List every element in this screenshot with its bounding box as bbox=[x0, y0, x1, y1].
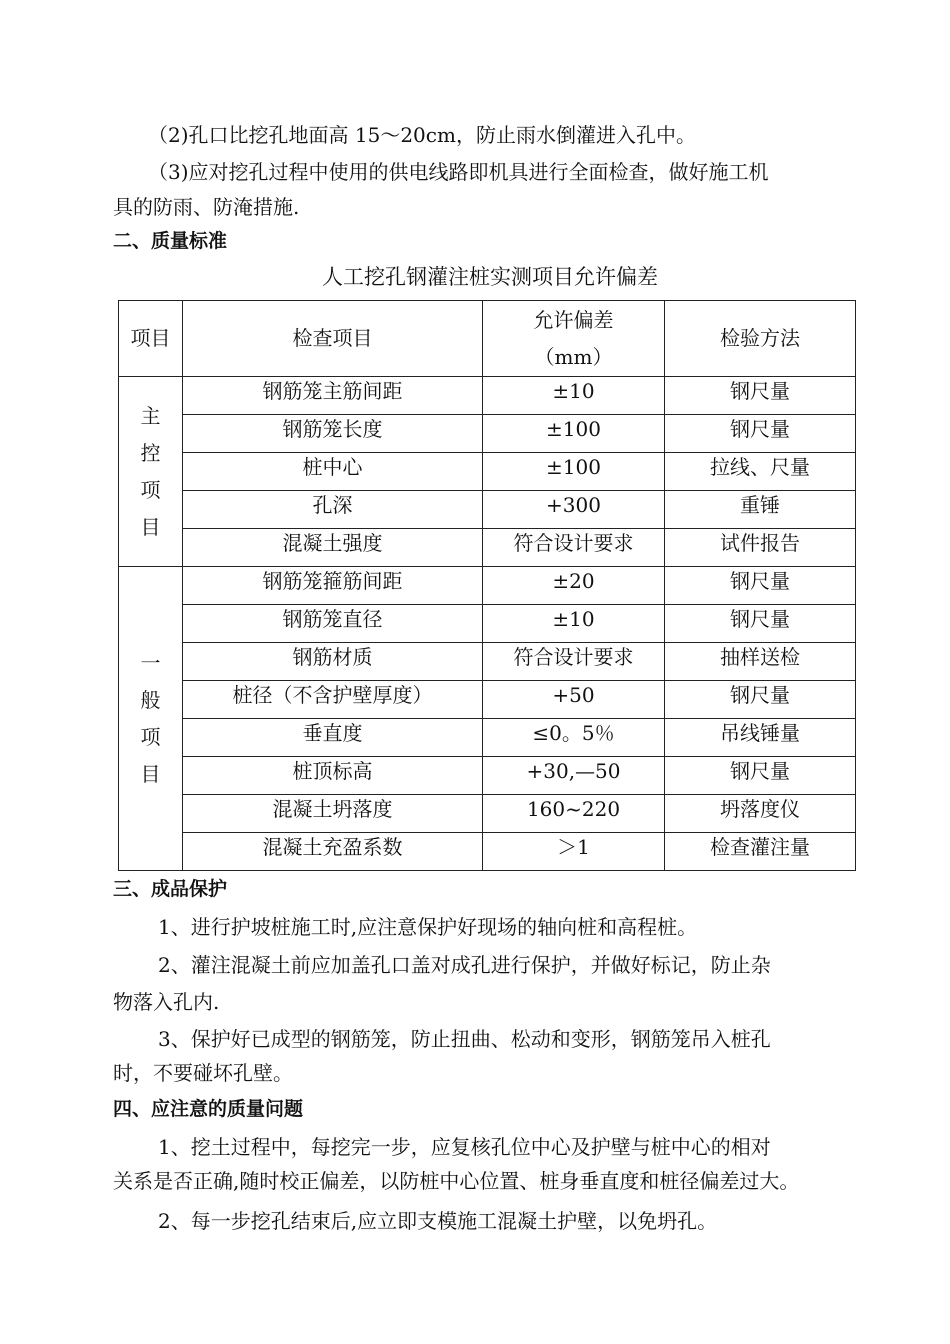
cell-method: 钢尺量 bbox=[665, 415, 856, 453]
cell-method: 钢尺量 bbox=[665, 567, 856, 605]
paragraph-line: 具的防雨、防淹措施. bbox=[113, 195, 300, 219]
cell-tolerance: ±100 bbox=[483, 415, 665, 453]
group-main-control bbox=[119, 377, 183, 567]
cell-tolerance: ±20 bbox=[483, 567, 665, 605]
table-row bbox=[119, 795, 856, 833]
cell-method: 重锤 bbox=[665, 491, 856, 529]
header-item: 项目 bbox=[119, 301, 183, 377]
cell-check: 桩顶标高 bbox=[183, 757, 483, 795]
cell-tolerance: 160~220 bbox=[483, 795, 665, 833]
cell-tolerance: ±100 bbox=[483, 453, 665, 491]
cell-tolerance: 符合设计要求 bbox=[483, 643, 665, 681]
group-char: 控 bbox=[140, 440, 161, 465]
table-header-row bbox=[119, 301, 856, 377]
group-char: 项 bbox=[140, 724, 161, 749]
table-row bbox=[119, 643, 856, 681]
cell-check: 垂直度 bbox=[183, 719, 483, 757]
cell-tolerance: 符合设计要求 bbox=[483, 529, 665, 567]
table-row bbox=[119, 415, 856, 453]
header-check-item: 检查项目 bbox=[183, 301, 483, 377]
table-row bbox=[119, 719, 856, 757]
table-row bbox=[119, 567, 856, 605]
cell-check: 混凝土强度 bbox=[183, 529, 483, 567]
header-method: 检验方法 bbox=[665, 301, 856, 377]
cell-method: 钢尺量 bbox=[665, 377, 856, 415]
group-char: 一 bbox=[140, 650, 161, 675]
tolerance-table bbox=[118, 300, 856, 871]
cell-tolerance: +50 bbox=[483, 681, 665, 719]
group-char: 般 bbox=[140, 687, 161, 712]
cell-method: 钢尺量 bbox=[665, 757, 856, 795]
cell-method: 检查灌注量 bbox=[665, 833, 856, 871]
cell-check: 桩径（不含护壁厚度） bbox=[183, 681, 483, 719]
table-row bbox=[119, 377, 856, 415]
paragraph-line: 3、保护好已成型的钢筋笼，防止扭曲、松动和变形，钢筋笼吊入桩孔 bbox=[158, 1027, 771, 1051]
table-row bbox=[119, 453, 856, 491]
cell-check: 钢筋笼长度 bbox=[183, 415, 483, 453]
cell-check: 孔深 bbox=[183, 491, 483, 529]
table-row bbox=[119, 529, 856, 567]
group-char: 项 bbox=[140, 477, 161, 502]
table-row bbox=[119, 833, 856, 871]
header-tolerance-label: 允许偏差 bbox=[533, 307, 614, 332]
cell-method: 拉线、尺量 bbox=[665, 453, 856, 491]
cell-check: 钢筋笼直径 bbox=[183, 605, 483, 643]
section-heading-quality-standard: 二、质量标准 bbox=[113, 230, 228, 252]
cell-method: 试件报告 bbox=[665, 529, 856, 567]
group-char: 目 bbox=[140, 761, 161, 786]
cell-check: 钢筋材质 bbox=[183, 643, 483, 681]
paragraph-line: （3)应对挖孔过程中使用的供电线路即机具进行全面检查，做好施工机 bbox=[148, 160, 769, 184]
table-caption: 人工挖孔钢灌注桩实测项目允许偏差 bbox=[322, 265, 658, 289]
cell-tolerance: ≤0。5％ bbox=[483, 719, 665, 757]
paragraph-line: 关系是否正确,随时校正偏差，以防桩中心位置、桩身垂直度和桩径偏差过大。 bbox=[113, 1169, 800, 1193]
cell-tolerance: +300 bbox=[483, 491, 665, 529]
header-tolerance bbox=[483, 301, 665, 377]
cell-tolerance: ±10 bbox=[483, 377, 665, 415]
group-char: 主 bbox=[140, 403, 161, 428]
cell-method: 钢尺量 bbox=[665, 605, 856, 643]
paragraph-line: （2)孔口比挖孔地面高 15～20cm，防止雨水倒灌进入孔中。 bbox=[148, 123, 696, 147]
cell-check: 桩中心 bbox=[183, 453, 483, 491]
paragraph-line: 2、每一步挖孔结束后,应立即支模施工混凝土护壁，以免坍孔。 bbox=[158, 1209, 718, 1233]
cell-tolerance: +30,—50 bbox=[483, 757, 665, 795]
table-row bbox=[119, 681, 856, 719]
header-tolerance-unit: （mm） bbox=[534, 344, 613, 369]
paragraph-line: 时，不要碰坏孔壁。 bbox=[113, 1061, 293, 1085]
cell-check: 混凝土坍落度 bbox=[183, 795, 483, 833]
group-char: 目 bbox=[140, 514, 161, 539]
cell-check: 钢筋笼箍筋间距 bbox=[183, 567, 483, 605]
paragraph-line: 1、进行护坡桩施工时,应注意保护好现场的轴向桩和高程桩。 bbox=[158, 915, 698, 939]
table-row bbox=[119, 605, 856, 643]
cell-method: 坍落度仪 bbox=[665, 795, 856, 833]
group-general bbox=[119, 567, 183, 871]
cell-check: 钢筋笼主筋间距 bbox=[183, 377, 483, 415]
paragraph-line: 1、挖土过程中，每挖完一步，应复核孔位中心及护壁与桩中心的相对 bbox=[158, 1135, 771, 1159]
cell-tolerance: ＞1 bbox=[483, 833, 665, 871]
cell-method: 钢尺量 bbox=[665, 681, 856, 719]
cell-method: 抽样送检 bbox=[665, 643, 856, 681]
section-heading-quality-issues: 四、应注意的质量问题 bbox=[113, 1098, 304, 1120]
cell-method: 吊线锤量 bbox=[665, 719, 856, 757]
cell-check: 混凝土充盈系数 bbox=[183, 833, 483, 871]
paragraph-line: 物落入孔内. bbox=[113, 990, 220, 1014]
table-row bbox=[119, 491, 856, 529]
table-row bbox=[119, 757, 856, 795]
cell-tolerance: ±10 bbox=[483, 605, 665, 643]
paragraph-line: 2、灌注混凝土前应加盖孔口盖对成孔进行保护，并做好标记，防止杂 bbox=[158, 953, 771, 977]
section-heading-product-protection: 三、成品保护 bbox=[113, 878, 228, 900]
